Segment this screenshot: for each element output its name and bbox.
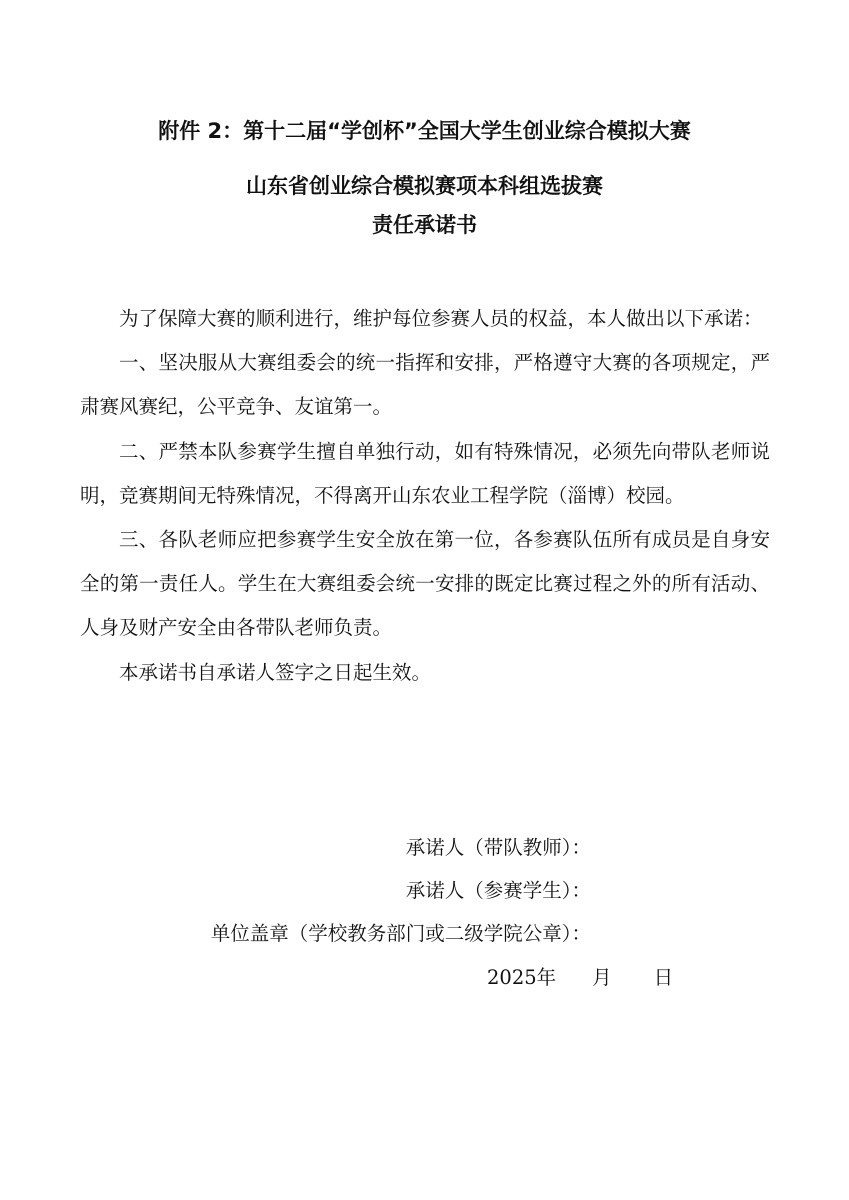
paragraph-intro: 为了保障大赛的顺利进行，维护每位参赛人员的权益，本人做出以下承诺： — [119, 307, 763, 330]
document-title-line3: 责任承诺书 — [372, 213, 477, 237]
document-body — [80, 297, 770, 695]
paragraph-clause-1: 一、坚决服从大赛组委会的统一指挥和安排，严格遵守大赛的各项规定，严肃赛风赛纪，公平竞争、友谊第一。 — [80, 351, 770, 419]
paragraph-clause-2: 二、严禁本队参赛学生擅自单独行动，如有特殊情况，必须先向带队老师说明，竞赛期间无特殊情况，不得离开山东农业工程学院（淄博）校园。 — [80, 439, 770, 507]
date-year-unit: 年 — [536, 966, 557, 989]
document-title-line2: 山东省创业综合模拟赛项本科组选拔赛 — [246, 174, 603, 198]
signature-teacher-label: 承诺人（带队教师）： — [405, 836, 591, 859]
document-title-line1: 附件 2：第十二届“学创杯”全国大学生创业综合模拟大赛 — [158, 119, 691, 143]
date-month-unit: 月 — [592, 966, 612, 989]
signature-seal-label: 单位盖章（学校教务部门或二级学院公章）： — [210, 922, 591, 945]
paragraph-clause-3: 三、各队老师应把参赛学生安全放在第一位，各参赛队伍所有成员是自身安全的第一责任人。学生在大赛组委会统一安排的既定比赛过程之外的所有活动、人身及财产安全由各带队老师负责。 — [80, 528, 770, 640]
date-year: 2025 — [487, 966, 537, 989]
signature-date — [487, 964, 673, 992]
date-day-unit: 日 — [653, 966, 674, 989]
paragraph-effective: 本承诺书自承诺人签字之日起生效。 — [119, 660, 432, 684]
signature-student-label: 承诺人（参赛学生）： — [405, 879, 591, 902]
